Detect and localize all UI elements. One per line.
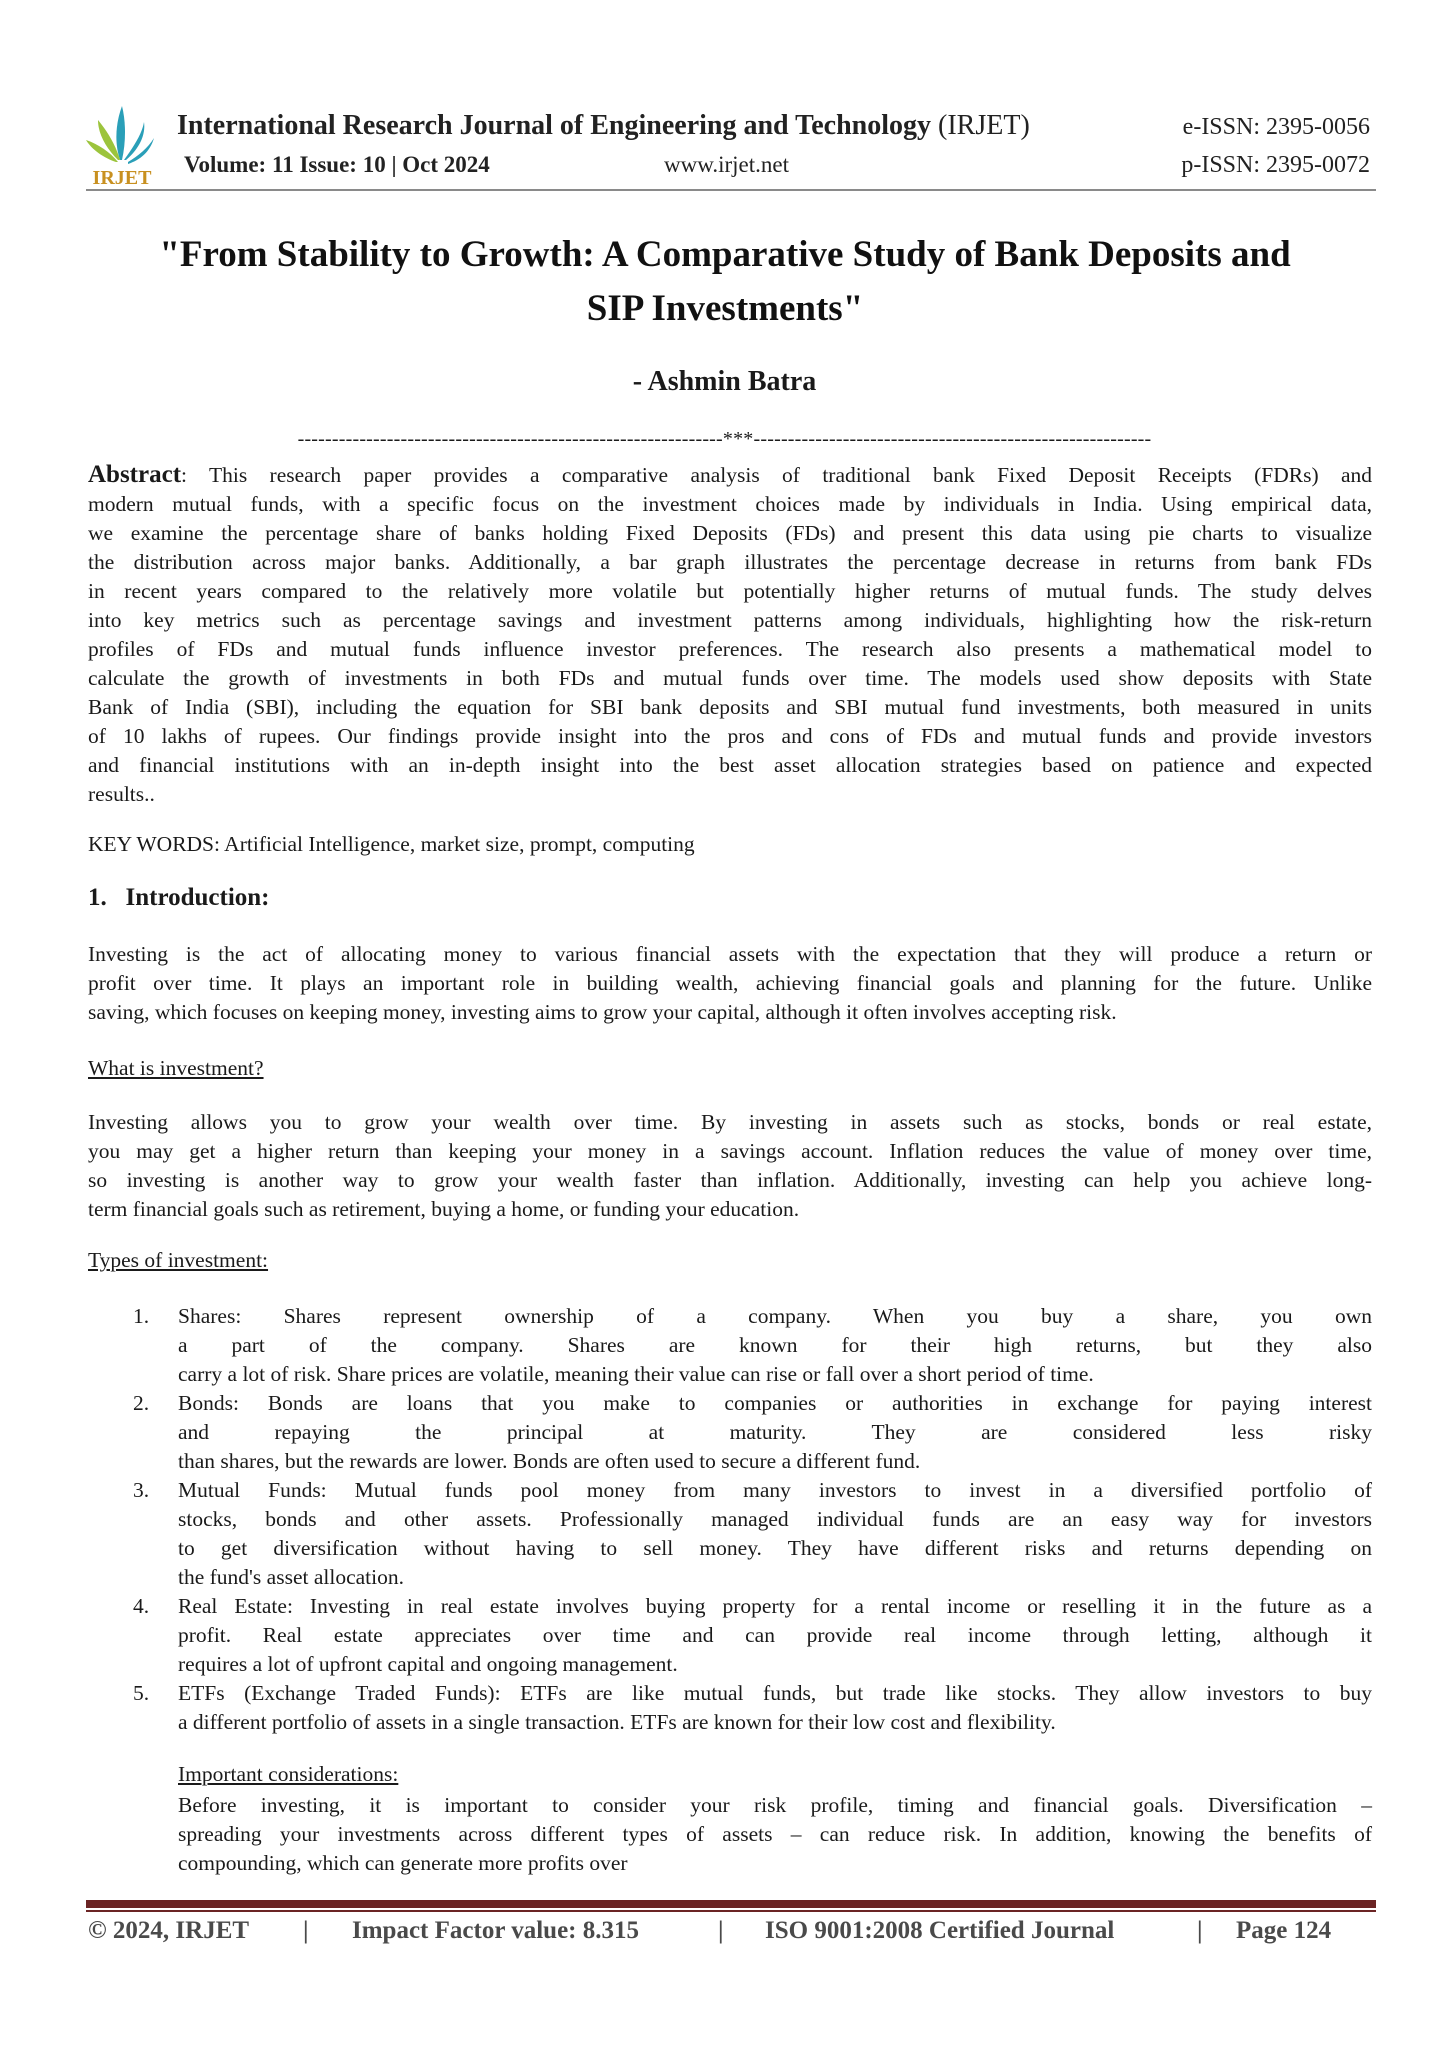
text-line-content: to get diversification without having to sell money. They have different risks and returns depending on	[178, 1536, 1372, 1560]
section-divider: --------------------------------------------------------------***----------------------------------------------------------	[297, 428, 1152, 450]
text-line	[178, 1447, 1372, 1476]
text-line	[88, 780, 1372, 809]
text-line	[88, 722, 1372, 751]
list-number: 5.	[133, 1681, 150, 1705]
footer-copyright: © 2024, IRJET	[88, 1917, 250, 1944]
subheading-what-is-investment: What is investment?	[88, 1056, 264, 1080]
footer-bar	[86, 1900, 1376, 1908]
list-item	[133, 1592, 1372, 1679]
text-line	[178, 1650, 1372, 1679]
text-line-content: we examine the percentage share of banks holding Fixed Deposits (FDs) and present this data using pie charts to visualize	[88, 521, 1372, 545]
list-number: 1.	[133, 1304, 150, 1328]
text-line	[88, 606, 1372, 635]
list-number: 4.	[133, 1594, 150, 1618]
text-line	[178, 1360, 1372, 1389]
text-line-content: Mutual Funds: Mutual funds pool money from many investors to invest in a diversified portfolio of	[178, 1478, 1372, 1502]
text-line-content: spreading your investments across different types of assets – can reduce risk. In addition, knowing the benefits of	[178, 1822, 1372, 1846]
text-line-content: Investing is the act of allocating money to various financial assets with the expectation that they will produce a return or	[88, 942, 1372, 966]
text-line-content: profit. Real estate appreciates over time and can provide real income through letting, although it	[178, 1623, 1372, 1647]
keywords	[88, 830, 1372, 859]
text-line	[178, 1505, 1372, 1534]
text-line	[88, 751, 1372, 780]
text-line	[178, 1849, 1372, 1878]
text-line	[88, 1137, 1372, 1166]
section-heading-introduction: 1. Introduction:	[88, 884, 270, 911]
list-item	[133, 1302, 1372, 1389]
footer-page-number: Page 124	[1236, 1917, 1332, 1944]
journal-name	[177, 110, 1030, 142]
text-line	[88, 969, 1372, 998]
list-number: 2.	[133, 1391, 150, 1415]
text-line-content: of 10 lakhs of rupees. Our findings provide insight into the pros and cons of FDs and mutual funds and provide investors	[88, 724, 1372, 748]
text-line-content: saving, which focuses on keeping money, investing aims to grow your capital, although it often involves accepting risk.	[88, 1000, 1117, 1024]
list-item	[133, 1389, 1372, 1476]
footer-iso: ISO 9001:2008 Certified Journal	[765, 1917, 1115, 1944]
text-line	[178, 1621, 1372, 1650]
subheading-important-considerations: Important considerations:	[178, 1762, 399, 1786]
journal-abbr: (IRJET)	[938, 110, 1030, 141]
author: - Ashmin Batra	[632, 366, 817, 397]
text-line-content: a different portfolio of assets in a single transaction. ETFs are known for their low cost and flexibility.	[178, 1710, 1056, 1734]
text-line-content: compounding, which can generate more profits over	[178, 1851, 628, 1875]
text-line	[88, 998, 1372, 1027]
footer-separator: |	[1197, 1917, 1203, 1944]
footer-rule	[86, 1910, 1376, 1912]
website-link[interactable]: www.irjet.net	[664, 152, 789, 177]
what-is-investment-paragraph	[88, 1108, 1372, 1224]
header-rule	[86, 189, 1376, 191]
text-line-content: requires a lot of upfront capital and ongoing management.	[178, 1652, 678, 1676]
list-item	[133, 1476, 1372, 1592]
text-line-content: : This research paper provides a comparative analysis of traditional bank Fixed Deposit Receipts (FDRs) and	[181, 463, 1372, 487]
keywords-text: KEY WORDS: Artificial Intelligence, market size, prompt, computing	[88, 832, 695, 856]
text-line-content: than shares, but the rewards are lower. Bonds are often used to secure a different fund.	[178, 1449, 921, 1473]
text-line	[178, 1302, 1372, 1331]
text-line	[88, 635, 1372, 664]
text-line-content: and repaying the principal at maturity. They are considered less risky	[178, 1420, 1372, 1444]
text-line-content: Investing allows you to grow your wealth over time. By investing in assets such as stocks, bonds or real estate,	[88, 1110, 1372, 1134]
text-line	[178, 1708, 1372, 1737]
text-line	[178, 1592, 1372, 1621]
text-line	[178, 1679, 1372, 1708]
text-line	[88, 693, 1372, 722]
text-line	[178, 1389, 1372, 1418]
abstract-label: Abstract	[88, 461, 182, 488]
text-line-content: carry a lot of risk. Share prices are volatile, meaning their value can rise or fall over a short period of time.	[178, 1362, 1094, 1386]
list-item	[133, 1679, 1372, 1737]
text-line-content: a part of the company. Shares are known for their high returns, but they also	[178, 1333, 1372, 1357]
text-line	[88, 664, 1372, 693]
text-line	[88, 548, 1372, 577]
text-line	[178, 1476, 1372, 1505]
text-line	[88, 490, 1372, 519]
title-line: SIP Investments"	[586, 288, 864, 329]
subheading-types-of-investment: Types of investment:	[88, 1248, 269, 1272]
types-list	[133, 1302, 1372, 1737]
text-line	[178, 1791, 1372, 1820]
paper-title	[90, 228, 1360, 336]
text-line-content: Shares: Shares represent ownership of a company. When you buy a share, you own	[178, 1304, 1372, 1328]
text-line-content: Bonds: Bonds are loans that you make to companies or authorities in exchange for paying interest	[178, 1391, 1372, 1415]
text-line-content: into key metrics such as percentage savings and investment patterns among individuals, highlighting how the risk-return	[88, 608, 1372, 632]
text-line	[178, 1534, 1372, 1563]
text-line	[88, 1195, 1372, 1224]
text-line-content: profiles of FDs and mutual funds influence investor preferences. The research also presents a mathematical model to	[88, 637, 1372, 661]
logo-leaves-icon	[84, 102, 160, 188]
journal-name-text: International Research Journal of Engineering and Technology	[177, 110, 932, 141]
text-line	[88, 1166, 1372, 1195]
text-line-content: and financial institutions with an in-depth insight into the best asset allocation strategies based on patience and expected	[88, 753, 1372, 777]
text-line-content: the fund's asset allocation.	[178, 1565, 404, 1589]
footer-separator: |	[718, 1917, 724, 1944]
title-line: "From Stability to Growth: A Comparative Study of Bank Deposits and	[159, 234, 1291, 275]
text-line	[88, 1108, 1372, 1137]
text-line-content: Real Estate: Investing in real estate involves buying property for a rental income or reselling it in the future as a	[178, 1594, 1372, 1618]
text-line-content: stocks, bonds and other assets. Professionally managed individual funds are an easy way for investors	[178, 1507, 1372, 1531]
considerations-paragraph	[178, 1791, 1372, 1878]
text-line-content: results..	[88, 782, 155, 806]
text-line	[178, 1331, 1372, 1360]
text-line-content: term financial goals such as retirement, buying a home, or funding your education.	[88, 1197, 800, 1221]
text-line-content: ETFs (Exchange Traded Funds): ETFs are like mutual funds, but trade like stocks. They allow investors to buy	[178, 1681, 1372, 1705]
list-number: 3.	[133, 1478, 150, 1502]
text-line	[178, 1418, 1372, 1447]
e-issn: e-ISSN: 2395-0056	[1182, 114, 1370, 140]
text-line-content: Bank of India (SBI), including the equation for SBI bank deposits and SBI mutual fund investments, both measured in units	[88, 695, 1372, 719]
text-line-content: modern mutual funds, with a specific focus on the investment choices made by individuals in India. Using empirical data,	[88, 492, 1372, 516]
introduction-paragraph	[88, 940, 1372, 1027]
text-line	[88, 460, 1372, 490]
volume-info: Volume: 11 Issue: 10 | Oct 2024	[184, 152, 490, 177]
abstract	[88, 460, 1372, 809]
footer-separator: |	[303, 1917, 309, 1944]
text-line-content: the distribution across major banks. Additionally, a bar graph illustrates the percentage decrease in returns from bank FDs	[88, 550, 1372, 574]
p-issn: p-ISSN: 2395-0072	[1181, 152, 1370, 178]
text-line	[178, 1563, 1372, 1592]
irjet-logo	[84, 102, 160, 188]
text-line	[88, 940, 1372, 969]
text-line	[88, 577, 1372, 606]
text-line-content: profit over time. It plays an important role in building wealth, achieving financial goals and planning for the future. Unlike	[88, 971, 1372, 995]
logo-text: IRJET	[92, 167, 152, 188]
text-line-content: so investing is another way to grow your wealth faster than inflation. Additionally, investing can help you achieve long-	[88, 1168, 1372, 1192]
footer-impact-factor: Impact Factor value: 8.315	[352, 1917, 639, 1944]
text-line-content: calculate the growth of investments in both FDs and mutual funds over time. The models used show deposits with State	[88, 666, 1372, 690]
text-line-content: Before investing, it is important to consider your risk profile, timing and financial goals. Diversification –	[178, 1793, 1372, 1817]
text-line	[88, 519, 1372, 548]
text-line-content: you may get a higher return than keeping your money in a savings account. Inflation reduces the value of money over time,	[88, 1139, 1372, 1163]
text-line	[178, 1820, 1372, 1849]
text-line-content: in recent years compared to the relatively more volatile but potentially higher returns of mutual funds. The study delves	[88, 579, 1372, 603]
